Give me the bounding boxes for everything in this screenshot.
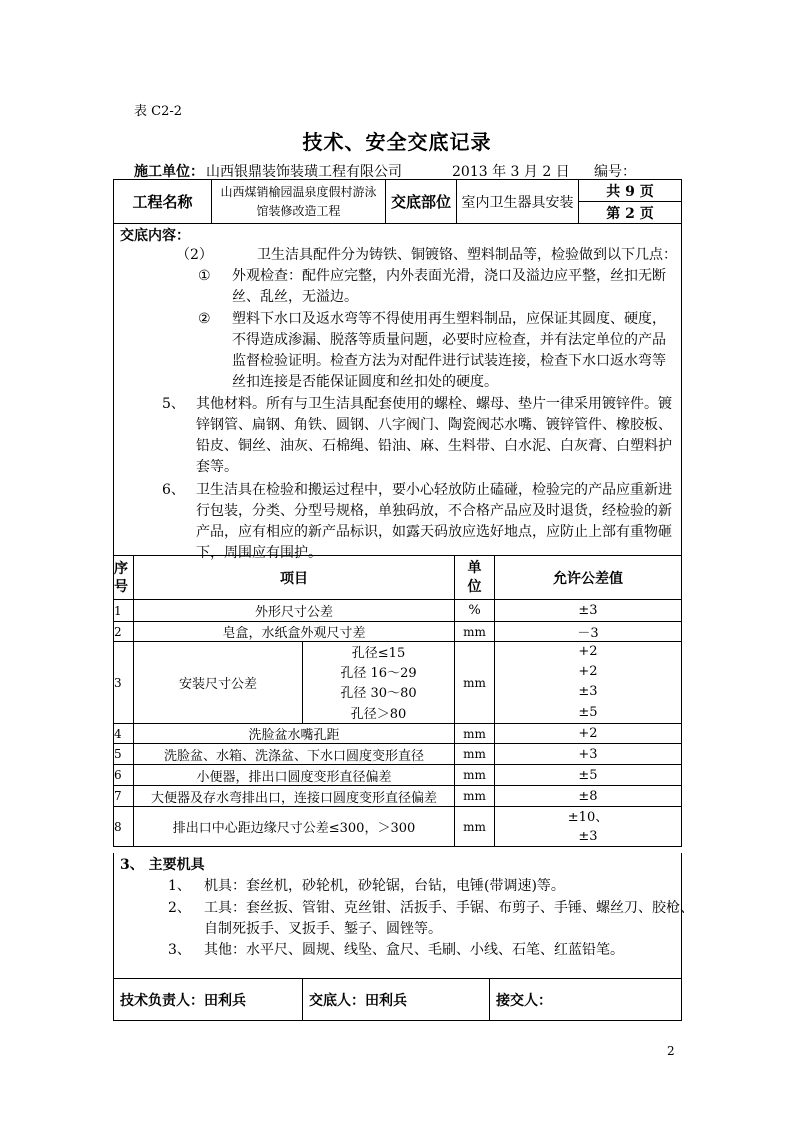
row-item: 洗脸盆、水箱、洗涤盆、下水口圆度变形直径 bbox=[134, 744, 455, 765]
row-seq: 4 bbox=[114, 724, 134, 744]
tools-2-line-1: 工具：套丝扳、管钳、克丝钳、活扳手、手锯、布剪子、手锤、螺丝刀、胶枪、 bbox=[204, 900, 694, 916]
item-2-text: 卫生洁具配件分为铸铁、铜镀铬、塑料制品等，检验做到以下几点： bbox=[257, 247, 677, 263]
row-value: －3 bbox=[495, 622, 682, 642]
row-value: ±3 bbox=[495, 600, 682, 622]
table-row bbox=[114, 807, 682, 847]
sub-2-line-3: 监督检验证明。检查方法为对配件进行试装连接，检查下水口返水弯等 bbox=[232, 353, 666, 369]
row-unit: mm bbox=[455, 724, 495, 744]
row-unit: % bbox=[455, 600, 495, 622]
item-5-line-3: 铅皮、铜丝、油灰、石棉绳、铅油、麻、生料带、白水泥、白灰膏、白塑料护 bbox=[196, 438, 672, 454]
header-date: 2013 年 3 月 2 日 bbox=[452, 164, 570, 180]
sub-1-number: ① bbox=[198, 268, 211, 284]
row-value: ±8 bbox=[495, 786, 682, 807]
item-5-line-2: 锌钢管、扁钢、角铁、圆钢、八字阀门、陶瓷阀芯水嘴、镀锌管件、橡胶板、 bbox=[196, 417, 672, 433]
section-label: 交底部位 bbox=[386, 180, 457, 224]
sub-1-line-2: 丝、乱丝，无溢边。 bbox=[232, 289, 358, 305]
sub-1-line-1: 外观检查：配件应完整，内外表面光滑，浇口及溢边应平整，丝扣无断 bbox=[232, 268, 666, 284]
row-unit: mm bbox=[455, 622, 495, 642]
number-label: 编号： bbox=[594, 164, 636, 180]
tools-2-number: 2、 bbox=[168, 900, 191, 916]
info-table bbox=[113, 179, 682, 561]
unit-header: 单 位 bbox=[455, 556, 495, 600]
tools-heading: 3、 主要机具 bbox=[120, 857, 205, 873]
tolerance-table bbox=[113, 555, 682, 847]
tools-section bbox=[113, 853, 694, 979]
row-seq: 1 bbox=[114, 600, 134, 622]
table-row bbox=[114, 642, 682, 662]
row-value: +3 bbox=[495, 744, 682, 765]
value-header: 允许公差值 bbox=[495, 556, 682, 600]
sub-2-line-4: 丝扣连接是否能保证圆度和丝扣处的硬度。 bbox=[232, 374, 498, 390]
item-5-line-1: 其他材料。所有与卫生洁具配套使用的螺栓、螺母、垫片一律采用镀锌件。镀 bbox=[196, 396, 672, 412]
page-number: 2 bbox=[667, 1044, 675, 1058]
row-seq: 5 bbox=[114, 744, 134, 765]
section-value: 室内卫生器具安装 bbox=[457, 180, 579, 224]
row-item: 皂盒，水纸盒外观尺寸差 bbox=[134, 622, 455, 642]
row-item: 安装尺寸公差 bbox=[134, 642, 303, 724]
project-name-label: 工程名称 bbox=[114, 180, 212, 224]
item-header: 项目 bbox=[134, 556, 455, 600]
sub-2-line-2: 不得造成渗漏、脱落等质量问题，必要时应检查，并有法定单位的产品 bbox=[232, 332, 666, 348]
sub-label: 孔径≤15 bbox=[303, 642, 455, 662]
table-row bbox=[114, 765, 682, 786]
row-seq: 2 bbox=[114, 622, 134, 642]
content-cell bbox=[114, 224, 682, 561]
discloser-signature: 交底人：田利兵 bbox=[303, 979, 490, 1021]
tools-1-number: 1、 bbox=[168, 878, 191, 894]
row-item: 大便器及存水弯排出口，连接口圆度变形直径偏差 bbox=[134, 786, 455, 807]
table-row bbox=[114, 724, 682, 744]
document-title: 技术、安全交底记录 bbox=[302, 130, 492, 154]
row-value: +2 bbox=[495, 724, 682, 744]
tech-lead-signature: 技术负责人：田利兵 bbox=[114, 979, 303, 1021]
tools-1-text: 机具：套丝机，砂轮机，砂轮锯，台钻，电锤(带调速)等。 bbox=[204, 878, 565, 894]
content-label: 交底内容： bbox=[120, 228, 190, 244]
tools-2-line-2: 自制死扳手、叉扳手、錾子、圆锉等。 bbox=[204, 921, 442, 937]
item-2-number: （2） bbox=[176, 247, 213, 263]
sub-value: +2 bbox=[495, 662, 682, 682]
item-5-number: 5、 bbox=[162, 396, 185, 412]
row-value: ±10、 ±3 bbox=[495, 807, 682, 847]
seq-header: 序 号 bbox=[114, 556, 134, 600]
table-row bbox=[114, 622, 682, 642]
row-unit: mm bbox=[455, 786, 495, 807]
table-row bbox=[114, 744, 682, 765]
page-no: 第 2 页 bbox=[579, 202, 682, 224]
item-6-number: 6、 bbox=[162, 482, 185, 498]
tools-3-text: 其他：水平尺、圆规、线坠、盒尺、毛刷、小线、石笔、红蓝铅笔。 bbox=[204, 942, 624, 958]
total-pages: 共 9 页 bbox=[579, 180, 682, 202]
row-item: 排出口中心距边缘尺寸公差≤300，＞300 bbox=[134, 807, 455, 847]
sub-label: 孔径 30～80 bbox=[303, 682, 455, 702]
unit-value: 山西银鼎装饰装璜工程有限公司 bbox=[206, 164, 402, 180]
item-6-line-1: 卫生洁具在检验和搬运过程中，要小心轻放防止磕碰，检验完的产品应重新进 bbox=[196, 482, 672, 498]
row-unit: mm bbox=[455, 744, 495, 765]
table-row bbox=[114, 786, 682, 807]
tools-3-number: 3、 bbox=[168, 942, 191, 958]
receiver-signature: 接交人： bbox=[490, 979, 682, 1021]
row-seq: 7 bbox=[114, 786, 134, 807]
tolerance-header-row bbox=[114, 556, 682, 600]
row-unit: mm bbox=[455, 765, 495, 786]
row-unit: mm bbox=[455, 642, 495, 724]
row-item: 洗脸盆水嘴孔距 bbox=[134, 724, 455, 744]
row-seq: 6 bbox=[114, 765, 134, 786]
item-5-line-4: 套等。 bbox=[196, 459, 238, 475]
table-row bbox=[114, 600, 682, 622]
form-code: 表 C2-2 bbox=[134, 104, 183, 119]
row-seq: 8 bbox=[114, 807, 134, 847]
sub-value: +2 bbox=[495, 642, 682, 662]
item-6-line-2: 行包装，分类、分型号规格，单独码放，不合格产品应及时退货，经检验的新 bbox=[196, 503, 672, 519]
project-name-value: 山西煤销榆园温泉度假村游泳 馆装修改造工程 bbox=[212, 180, 386, 224]
unit-label: 施工单位： bbox=[134, 164, 204, 180]
row-item: 小便器，排出口圆度变形直径偏差 bbox=[134, 765, 455, 786]
row-item: 外形尺寸公差 bbox=[134, 600, 455, 622]
row-seq: 3 bbox=[114, 642, 134, 724]
sub-label: 孔径＞80 bbox=[303, 702, 455, 724]
sub-2-number: ② bbox=[198, 311, 211, 327]
item-6-line-3: 产品，应有相应的新产品标识，如露天码放应选好地点，应防止上部有重物砸 bbox=[196, 524, 672, 540]
row-value: ±5 bbox=[495, 765, 682, 786]
sub-value: ±3 bbox=[495, 682, 682, 702]
signature-table bbox=[113, 978, 682, 1021]
item-6-line-4: 下，周围应有围护。 bbox=[196, 545, 322, 561]
sub-value: ±5 bbox=[495, 702, 682, 724]
row-unit: mm bbox=[455, 807, 495, 847]
sub-label: 孔径 16～29 bbox=[303, 662, 455, 682]
sub-2-line-1: 塑料下水口及返水弯等不得使用再生塑料制品，应保证其圆度、硬度， bbox=[232, 311, 666, 327]
